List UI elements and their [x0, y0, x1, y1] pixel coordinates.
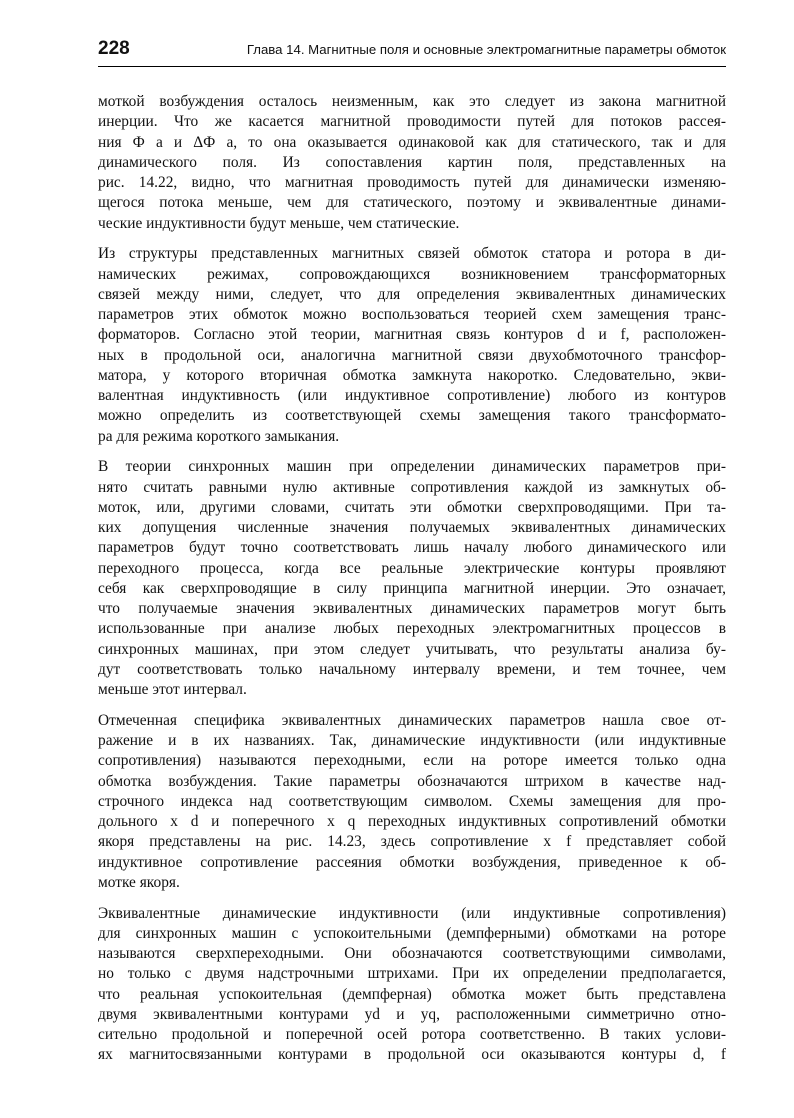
text-line: валентная индуктивность (или индуктивное сопротивление) любого из контуров — [98, 387, 726, 404]
text-line: ческие индуктивности будут меньше, чем статические. — [98, 214, 460, 232]
text-line: двумя эквивалентными контурами yd и yq, расположенными симметрично отно- — [98, 1005, 726, 1023]
text-line: щегося потока меньше, чем для статического, поэтому и эквивалентные динами- — [98, 194, 726, 212]
text-line: ных в продольной оси, аналогична магнитной связи двухобмоточного трансфор- — [98, 346, 726, 364]
text-line: индуктивное сопротивление рассеяния обмотки возбуждения, приведенное к об- — [98, 853, 726, 871]
text-line: использованные при анализе любых переходных электромагнитных процессов в — [98, 620, 726, 638]
text-line: для синхронных машин с успокоительными (демпферными) обмотками на роторе — [98, 924, 726, 942]
text-line: ких допущения численные значения получаемых эквивалентных динамических — [98, 519, 726, 536]
text-line: рис. 14.22, видно, что магнитная проводимость путей для динамически изменяю- — [98, 174, 726, 191]
text-line: сопротивления) называются переходными, если на роторе имеется только одна — [98, 752, 726, 770]
text-line: параметров этих обмоток можно воспользоваться теорией схем замещения транс- — [98, 306, 726, 323]
page-header — [98, 36, 726, 67]
text-line: синхронных машинах, при этом следует учитывать, что результаты анализа бу- — [98, 640, 726, 658]
text-line: Отмеченная специфика эквивалентных динамических параметров нашла свое от- — [98, 711, 726, 729]
text-line: сительно продольной и поперечной осей ротора соответственно. В таких услови- — [98, 1026, 726, 1043]
paragraph-4 — [98, 711, 726, 893]
paragraph-2 — [98, 244, 726, 447]
text-line: моток, или, другими словами, считать эти обмотки сверхпроводящими. При та- — [98, 498, 726, 516]
text-line: инерции. Что же касается магнитной проводимости путей для потоков рассея- — [98, 113, 726, 131]
text-line: можно определить из соответствующей схемы замещения такого трансформато- — [98, 407, 726, 425]
body-text — [98, 92, 726, 1076]
text-line: дут соответствовать только начальному интервалу времени, и тем точнее, чем — [98, 660, 726, 678]
page-number: 228 — [98, 38, 130, 59]
paragraph-3 — [98, 457, 726, 700]
text-line: намических режимах, сопровождающихся возникновением трансформаторных — [98, 265, 726, 283]
text-line: форматоров. Согласно этой теории, магнитная связь контуров d и f, расположен- — [98, 326, 726, 344]
text-line: ния Ф а и ΔФ а, то она оказывается одинаковой как для статического, так и для — [98, 133, 726, 151]
paragraph-1 — [98, 92, 726, 234]
text-line: динамического поля. Из сопоставления картин поля, представленных на — [98, 153, 726, 171]
text-line: себя как сверхпроводящие в силу принципа магнитной инерции. Это означает, — [98, 579, 726, 597]
running-title: Глава 14. Магнитные поля и основные электромагнитные параметры обмоток — [246, 42, 726, 57]
text-line: параметров будут точно соответствовать лишь началу любого динамического или — [98, 539, 726, 557]
text-line: В теории синхронных машин при определении динамических параметров при- — [98, 458, 726, 476]
text-line: переходного процесса, когда все реальные электрические контуры проявляют — [98, 559, 726, 577]
text-line: матора, у которого вторичная обмотка замкнута накоротко. Следовательно, экви- — [98, 366, 726, 384]
text-line: якоря представлены на рис. 14.23, здесь сопротивление x f представляет собой — [98, 833, 726, 851]
text-line: ражение и в их названиях. Так, динамические индуктивности (или индуктивные — [98, 732, 726, 749]
text-line: мотке якоря. — [98, 873, 180, 891]
text-line: нято считать равными нулю активные сопротивления каждой из замкнутых об- — [98, 478, 726, 496]
text-line: Эквивалентные динамические индуктивности (или индуктивные сопротивления) — [98, 904, 726, 922]
text-line: что реальная успокоительная (демпферная) обмотка может быть представлена — [98, 985, 726, 1003]
text-line: но только с двумя надстрочными штрихами. При их определении предполагается, — [98, 965, 726, 983]
text-line: обмотка возбуждения. Такие параметры обозначаются штрихом в качестве над- — [98, 772, 726, 790]
text-line: ях магнитосвязанными контурами в продольной оси оказываются контуры d, f — [98, 1046, 726, 1064]
text-line: моткой возбуждения осталось неизменным, как это следует из закона магнитной — [98, 93, 726, 110]
text-line: меньше этот интервал. — [98, 681, 247, 698]
text-line: связей между ними, следует, что для определения эквивалентных динамических — [98, 285, 726, 303]
text-line: что получаемые значения эквивалентных динамических параметров могут быть — [98, 600, 726, 617]
text-line: называются сверхпереходными. Они обозначаются соответствующими символами, — [98, 945, 726, 962]
text-line: ра для режима короткого замыкания. — [98, 427, 340, 445]
text-line: строчного индекса над соответствующим символом. Схемы замещения для про- — [98, 792, 726, 810]
text-line: Из структуры представленных магнитных связей обмоток статора и ротора в ди- — [98, 245, 726, 263]
text-line: дольного x d и поперечного x q переходных индуктивных сопротивлений обмотки — [98, 813, 726, 830]
paragraph-5 — [98, 904, 726, 1066]
